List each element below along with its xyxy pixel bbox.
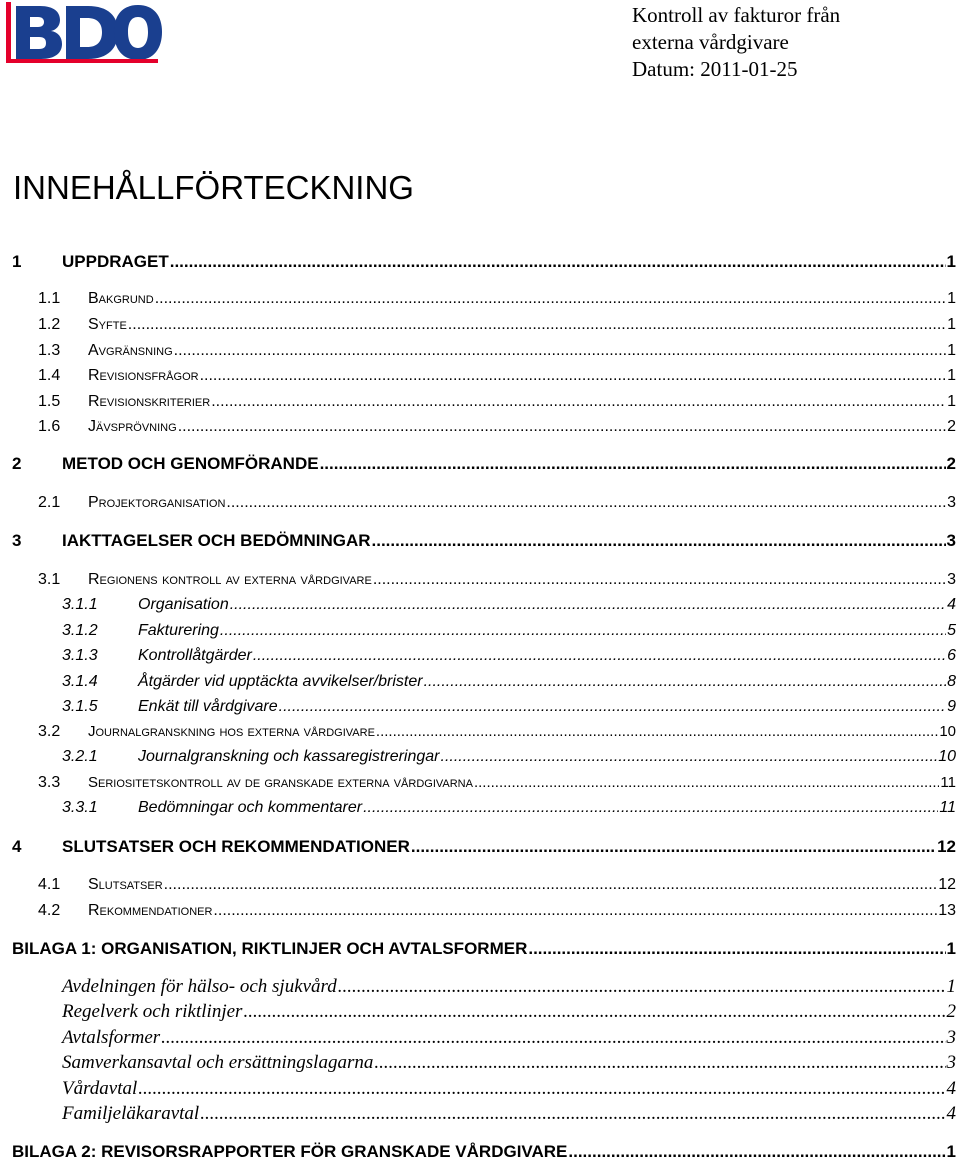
toc-entry-page: 2 [947,418,956,435]
toc-entry-3-1-1[interactable] [0,594,960,616]
toc-entry-page: 3 [947,571,956,588]
toc-entry-number: 3 [12,531,22,550]
toc-entry-page: 10 [938,748,956,765]
toc-entry-page: 12 [937,837,956,856]
toc-entry-page: 4 [946,1078,956,1099]
toc-entry-label: SLUTSATSER OCH REKOMMENDATIONER [62,837,410,856]
toc-entry-page: 6 [947,647,956,664]
toc-entry-label: Bakgrund [88,290,154,307]
toc-entry-label: Journalgranskning och kassaregistreringar [138,748,440,765]
toc-entry-page: 5 [947,622,956,639]
toc-entry-3[interactable] [0,529,960,553]
toc-entry-bilaga-1-item[interactable] [0,1051,960,1075]
toc-entry-page: 9 [947,698,956,715]
toc-entry-label: Journalgranskning hos externa vårdgivare [88,723,375,740]
toc-entry-number: 2 [12,454,22,473]
toc-entry-number: 4.1 [38,876,61,893]
toc-entry-number: 3.2 [38,723,61,740]
toc-entry-bilaga-1-item[interactable] [0,1026,960,1050]
toc-entry-page: 1 [946,252,956,271]
header-line-1: Kontroll av fakturor från [632,3,841,27]
toc-entry-1-2[interactable] [0,314,960,336]
toc-title: INNEHÅLLFÖRTECKNING [13,169,414,206]
toc-entry-number: 3.3 [38,774,61,791]
toc-entry-4-1[interactable] [0,874,960,896]
toc-entry-number: 3.1.3 [62,647,98,664]
toc-entry-label: Fakturering [138,622,219,639]
toc-entry-number: 1.6 [38,418,61,435]
toc-entry-label: Organisation [138,596,229,613]
toc-entry-page: 1 [947,393,956,410]
toc-entry-3-3[interactable] [0,772,960,794]
toc-entry-label: Avtalsformer [62,1027,161,1048]
toc-entry-page: 1 [946,976,956,997]
toc-entry-label: Åtgärder vid upptäckta avvikelser/brister [138,673,423,690]
toc-entry-label: METOD OCH GENOMFÖRANDE [62,454,319,473]
toc-entry-2[interactable] [0,452,960,476]
toc-entry-number: 1.4 [38,367,61,384]
toc-entry-label: Regionens kontroll av externa vårdgivare [88,571,372,588]
toc-entry-number: 3.1 [38,571,61,588]
toc-entry-label: BILAGA 1: ORGANISATION, RIKTLINJER OCH AVTALSFORMER [12,939,528,958]
toc-entry-1-6[interactable] [0,416,960,438]
toc-entry-1[interactable] [0,250,960,274]
toc-entry-number: 1.5 [38,393,61,410]
toc-entry-label: IAKTTAGELSER OCH BEDÖMNINGAR [62,531,371,550]
toc-entry-number: 3.1.2 [62,622,98,639]
toc-entry-page: 3 [946,531,956,550]
toc-entry-page: 11 [939,799,956,816]
toc-entry-page: 2 [946,1001,956,1022]
toc-entry-number: 3.3.1 [62,799,98,816]
toc-entry-3-1-2[interactable] [0,620,960,642]
toc-entry-number: 3.1.4 [62,673,98,690]
toc-entry-page: 12 [938,876,956,893]
toc-entry-page: 3 [946,1027,956,1048]
toc-entry-page: 1 [947,290,956,307]
toc-entry-number: 1.3 [38,342,61,359]
toc-entry-label: Samverkansavtal och ersättningslagarna [62,1052,374,1073]
toc-entry-page: 13 [938,902,956,919]
toc-entry-bilaga-2[interactable] [0,1140,960,1164]
toc-entry-number: 1.1 [38,290,61,307]
toc-entry-page: 10 [939,723,956,740]
toc-entry-label: Revisionskriterier [88,393,211,410]
toc-entry-3-1-4[interactable] [0,671,960,693]
toc-entry-page: 3 [947,494,956,511]
header-line-2: externa vårdgivare [632,30,789,54]
toc-entry-label: Revisionsfrågor [88,367,199,384]
toc-entry-3-3-1[interactable] [0,797,960,819]
toc-entry-2-1[interactable] [0,492,960,514]
toc-entry-page: 1 [947,316,956,333]
toc-entry-number: 1.2 [38,316,61,333]
toc-entry-page: 8 [947,673,956,690]
toc-entry-4-2[interactable] [0,900,960,922]
toc-entry-label: Rekommendationer [88,902,213,919]
toc-entry-number: 3.1.1 [62,596,98,613]
toc-entry-number: 3.2.1 [62,748,98,765]
toc-entry-4[interactable] [0,835,960,859]
toc-entry-page: 3 [946,1052,956,1073]
toc-entry-bilaga-1-item[interactable] [0,1077,960,1101]
toc-entry-label: Syfte [88,316,127,333]
toc-entry-3-2-1[interactable] [0,746,960,768]
toc-entry-page: 1 [947,342,956,359]
toc-entry-3-1-3[interactable] [0,645,960,667]
toc-entry-bilaga-1[interactable] [0,937,960,961]
toc-entry-1-4[interactable] [0,365,960,387]
toc-entry-label: Seriositetskontroll av de granskade externa vårdgivarna [88,774,473,791]
toc-entry-label: Familjeläkaravtal [62,1103,200,1124]
toc-entry-label: Bedömningar och kommentarer [138,799,363,816]
toc-entry-page: 11 [940,774,956,791]
toc-entry-label: Enkät till vårdgivare [138,698,278,715]
toc-entry-label: Avdelningen för hälso- och sjukvård [62,976,337,997]
toc-entry-bilaga-1-item[interactable] [0,1000,960,1024]
toc-entry-label: BILAGA 2: REVISORSRAPPORTER FÖR GRANSKADE VÅRDGIVARE [12,1142,568,1161]
toc-entry-1-1[interactable] [0,288,960,310]
toc-entry-number: 3.1.5 [62,698,98,715]
toc-entry-page: 1 [946,1142,956,1161]
toc-entry-label: UPPDRAGET [62,252,169,271]
toc-entry-number: 1 [12,252,22,271]
toc-entry-number: 2.1 [38,494,61,511]
toc-entry-label: Projektorganisation [88,494,226,511]
toc-entry-bilaga-1-item[interactable] [0,975,960,999]
toc-entry-page: 1 [946,939,956,958]
toc-entry-3-1[interactable] [0,569,960,591]
toc-entry-label: Avgränsning [88,342,173,359]
toc-entry-page: 4 [946,1103,956,1124]
toc-entry-page: 2 [946,454,956,473]
toc-entry-label: Vårdavtal [62,1078,138,1099]
toc-entry-page: 4 [947,596,956,613]
toc-entry-label: Kontrollåtgärder [138,647,252,664]
toc-entry-number: 4.2 [38,902,61,919]
toc-entry-label: Regelverk och riktlinjer [62,1001,243,1022]
toc-entry-3-2[interactable] [0,721,960,743]
toc-entry-page: 1 [947,367,956,384]
toc-entry-number: 4 [12,837,22,856]
toc-entry-1-5[interactable] [0,391,960,413]
toc-entry-label: Jävsprövning [88,418,177,435]
toc-entry-label: Slutsatser [88,876,163,893]
toc-entry-1-3[interactable] [0,340,960,362]
toc-entry-bilaga-1-item[interactable] [0,1102,960,1126]
header-date: Datum: 2011-01-25 [632,57,798,81]
toc-entry-3-1-5[interactable] [0,696,960,718]
